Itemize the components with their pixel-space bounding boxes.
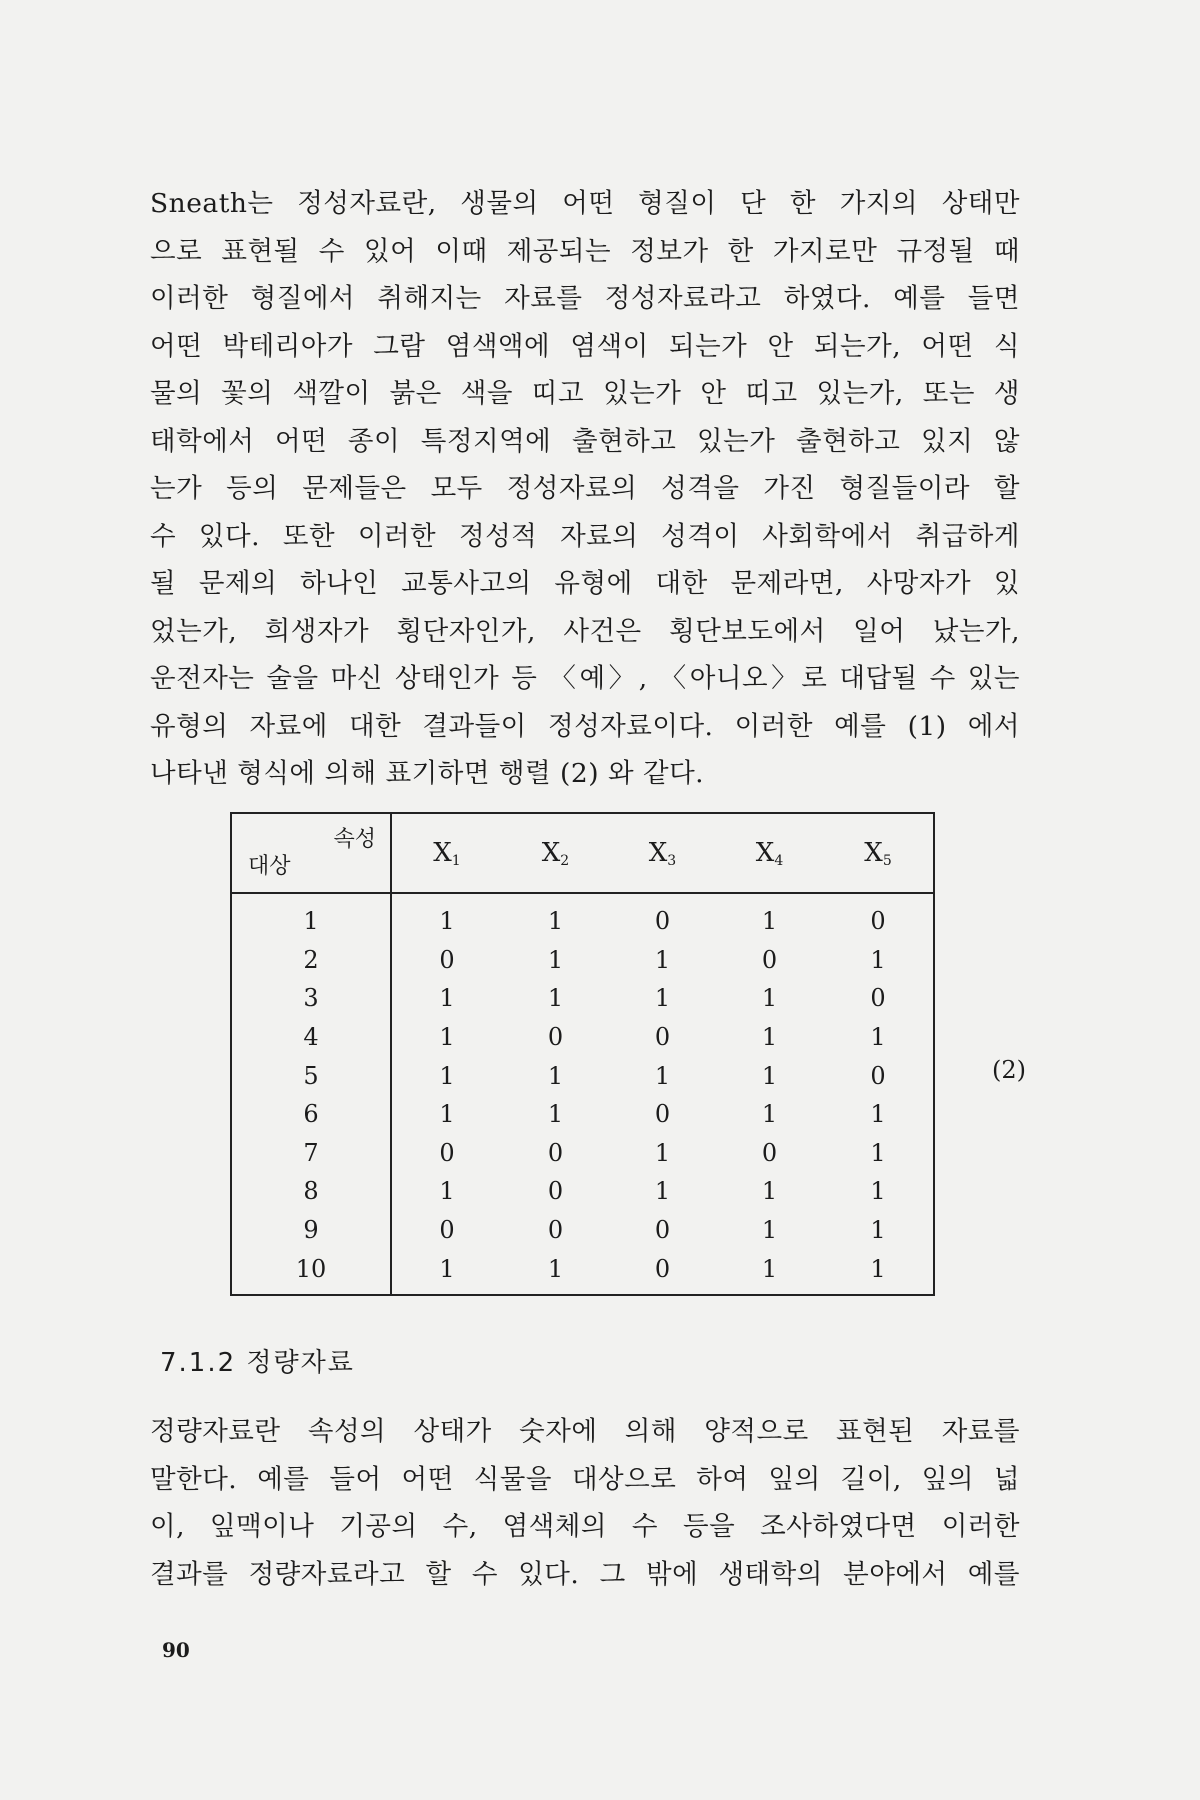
value-cell: 0	[439, 945, 455, 974]
page-number: 90	[162, 1638, 190, 1662]
value-cell: 0	[439, 1138, 455, 1167]
value-cell: 0	[870, 907, 886, 936]
value-cell: 1	[761, 1254, 778, 1283]
value-cell: 1	[761, 1100, 778, 1129]
column-header-x2: $X_2$	[502, 813, 609, 893]
value-cell: 0	[654, 907, 671, 936]
object-id-cell: 10	[231, 1249, 391, 1295]
text-line: 이러한 형질에서 취해지는 자료를 정성자료라고 하였다. 예를 들면	[150, 283, 1020, 314]
value-cell: 1	[761, 1216, 778, 1245]
table-header-row	[231, 813, 934, 893]
value-cell: 1	[654, 1061, 671, 1090]
text-line: 물의 꽃의 색깔이 붉은 색을 띠고 있는가 안 띠고 있는가, 또는 생	[150, 378, 1020, 409]
table-row	[231, 979, 934, 1018]
value-cell: 0	[439, 1216, 455, 1245]
value-cell: 1	[761, 1177, 778, 1206]
object-id-cell: 4	[231, 1018, 391, 1057]
table-row	[231, 893, 934, 941]
value-cell: 1	[547, 1254, 564, 1283]
text-line: 수 있다. 또한 이러한 정성적 자료의 성격이 사회학에서 취급하게	[150, 520, 1020, 552]
value-cell: 1	[761, 984, 778, 1013]
value-cell: 1	[439, 1061, 455, 1090]
text-line: 어떤 박테리아가 그람 염색액에 염색이 되는가 안 되는가, 어떤 식	[150, 330, 1020, 362]
value-cell: 0	[761, 1138, 778, 1167]
text-line: Sneath는 정성자료란, 생물의 어떤 형질이 단 한 가지의 상태만	[150, 188, 1020, 219]
value-cell: 1	[439, 1177, 455, 1206]
value-cell: 1	[654, 945, 671, 974]
value-cell: 1	[547, 1061, 564, 1090]
value-cell: 0	[654, 1100, 671, 1129]
text-line: 결과를 정량자료라고 할 수 있다. 그 밖에 생태학의 분야에서 예를	[150, 1558, 1020, 1590]
value-cell: 1	[439, 984, 455, 1013]
value-cell: 1	[870, 1216, 886, 1245]
table-row	[231, 1134, 934, 1173]
value-cell: 1	[547, 945, 564, 974]
section-heading: 7.1.2 정량자료	[160, 1348, 355, 1378]
value-cell: 1	[439, 1254, 455, 1283]
value-cell: 1	[761, 1023, 778, 1052]
text-line: 운전자는 술을 마신 상태인가 등 〈예〉, 〈아니오〉로 대답될 수 있는	[150, 663, 1020, 694]
equation-number: (2)	[992, 1056, 1026, 1084]
column-header-x4: $X_4$	[716, 813, 823, 893]
table-row	[231, 1018, 934, 1057]
value-cell: 1	[870, 945, 886, 974]
table-row	[231, 1056, 934, 1095]
value-cell: 0	[870, 1061, 886, 1090]
value-cell: 1	[439, 907, 455, 936]
object-id-cell: 7	[231, 1134, 391, 1173]
text-line: 말한다. 예를 들어 어떤 식물을 대상으로 하여 잎의 길이, 잎의 넓	[150, 1463, 1020, 1495]
value-cell: 1	[654, 1177, 671, 1206]
value-cell: 0	[547, 1138, 564, 1167]
corner-attribute-label: 속성	[333, 827, 376, 852]
value-cell: 1	[547, 984, 564, 1013]
binary-data-matrix	[230, 812, 935, 1296]
paragraph-quantitative-data	[150, 1408, 1020, 1598]
object-id-cell: 9	[231, 1211, 391, 1250]
value-cell: 0	[547, 1177, 564, 1206]
value-cell: 1	[870, 1100, 886, 1129]
value-cell: 0	[870, 984, 886, 1013]
text-line: 정량자료란 속성의 상태가 숫자에 의해 양적으로 표현된 자료를	[150, 1416, 1020, 1447]
value-cell: 0	[654, 1216, 671, 1245]
text-line: 나타낸 형식에 의해 표기하면 행렬 (2) 와 같다.	[150, 758, 705, 789]
value-cell: 0	[761, 945, 778, 974]
table-corner-cell	[231, 813, 391, 893]
object-id-cell: 3	[231, 979, 391, 1018]
value-cell: 0	[654, 1023, 671, 1052]
value-cell: 1	[870, 1254, 886, 1283]
text-line: 으로 표현될 수 있어 이때 제공되는 정보가 한 가지로만 규정될 때	[150, 235, 1020, 267]
corner-object-label: 대상	[248, 854, 291, 879]
value-cell: 1	[870, 1177, 886, 1206]
value-cell: 1	[761, 1061, 778, 1090]
object-id-cell: 8	[231, 1172, 391, 1211]
value-cell: 1	[761, 907, 778, 936]
value-cell: 1	[439, 1100, 455, 1129]
value-cell: 1	[439, 1023, 455, 1052]
value-cell: 1	[870, 1023, 886, 1052]
object-id-cell: 5	[231, 1056, 391, 1095]
text-line: 될 문제의 하나인 교통사고의 유형에 대한 문제라면, 사망자가 있	[150, 568, 1020, 599]
column-header-x1: $X_1$	[391, 813, 502, 893]
object-id-cell: 2	[231, 941, 391, 980]
value-cell: 0	[654, 1254, 671, 1283]
value-cell: 1	[654, 984, 671, 1013]
value-cell: 1	[547, 1100, 564, 1129]
paragraph-qualitative-data	[150, 180, 1020, 798]
value-cell: 1	[547, 907, 564, 936]
table-row	[231, 1095, 934, 1134]
value-cell: 1	[654, 1138, 671, 1167]
value-cell: 1	[870, 1138, 886, 1167]
text-line: 이, 잎맥이나 기공의 수, 염색체의 수 등을 조사하였다면 이러한	[150, 1511, 1020, 1542]
text-line: 었는가, 희생자가 횡단자인가, 사건은 횡단보도에서 일어 났는가,	[150, 615, 1020, 647]
column-header-x5: $X_5$	[823, 813, 934, 893]
table-row	[231, 1172, 934, 1211]
table-row	[231, 941, 934, 980]
text-line: 는가 등의 문제들은 모두 정성자료의 성격을 가진 형질들이라 할	[150, 473, 1020, 504]
object-id-cell: 6	[231, 1095, 391, 1134]
column-header-x3: $X_3$	[609, 813, 716, 893]
table-row	[231, 1211, 934, 1250]
value-cell: 0	[547, 1023, 564, 1052]
table-row	[231, 1249, 934, 1295]
text-line: 태학에서 어떤 종이 특정지역에 출현하고 있는가 출현하고 있지 않	[150, 425, 1020, 457]
object-id-cell: 1	[231, 893, 391, 941]
value-cell: 0	[547, 1216, 564, 1245]
text-line: 유형의 자료에 대한 결과들이 정성자료이다. 이러한 예를 (1) 에서	[150, 710, 1020, 742]
